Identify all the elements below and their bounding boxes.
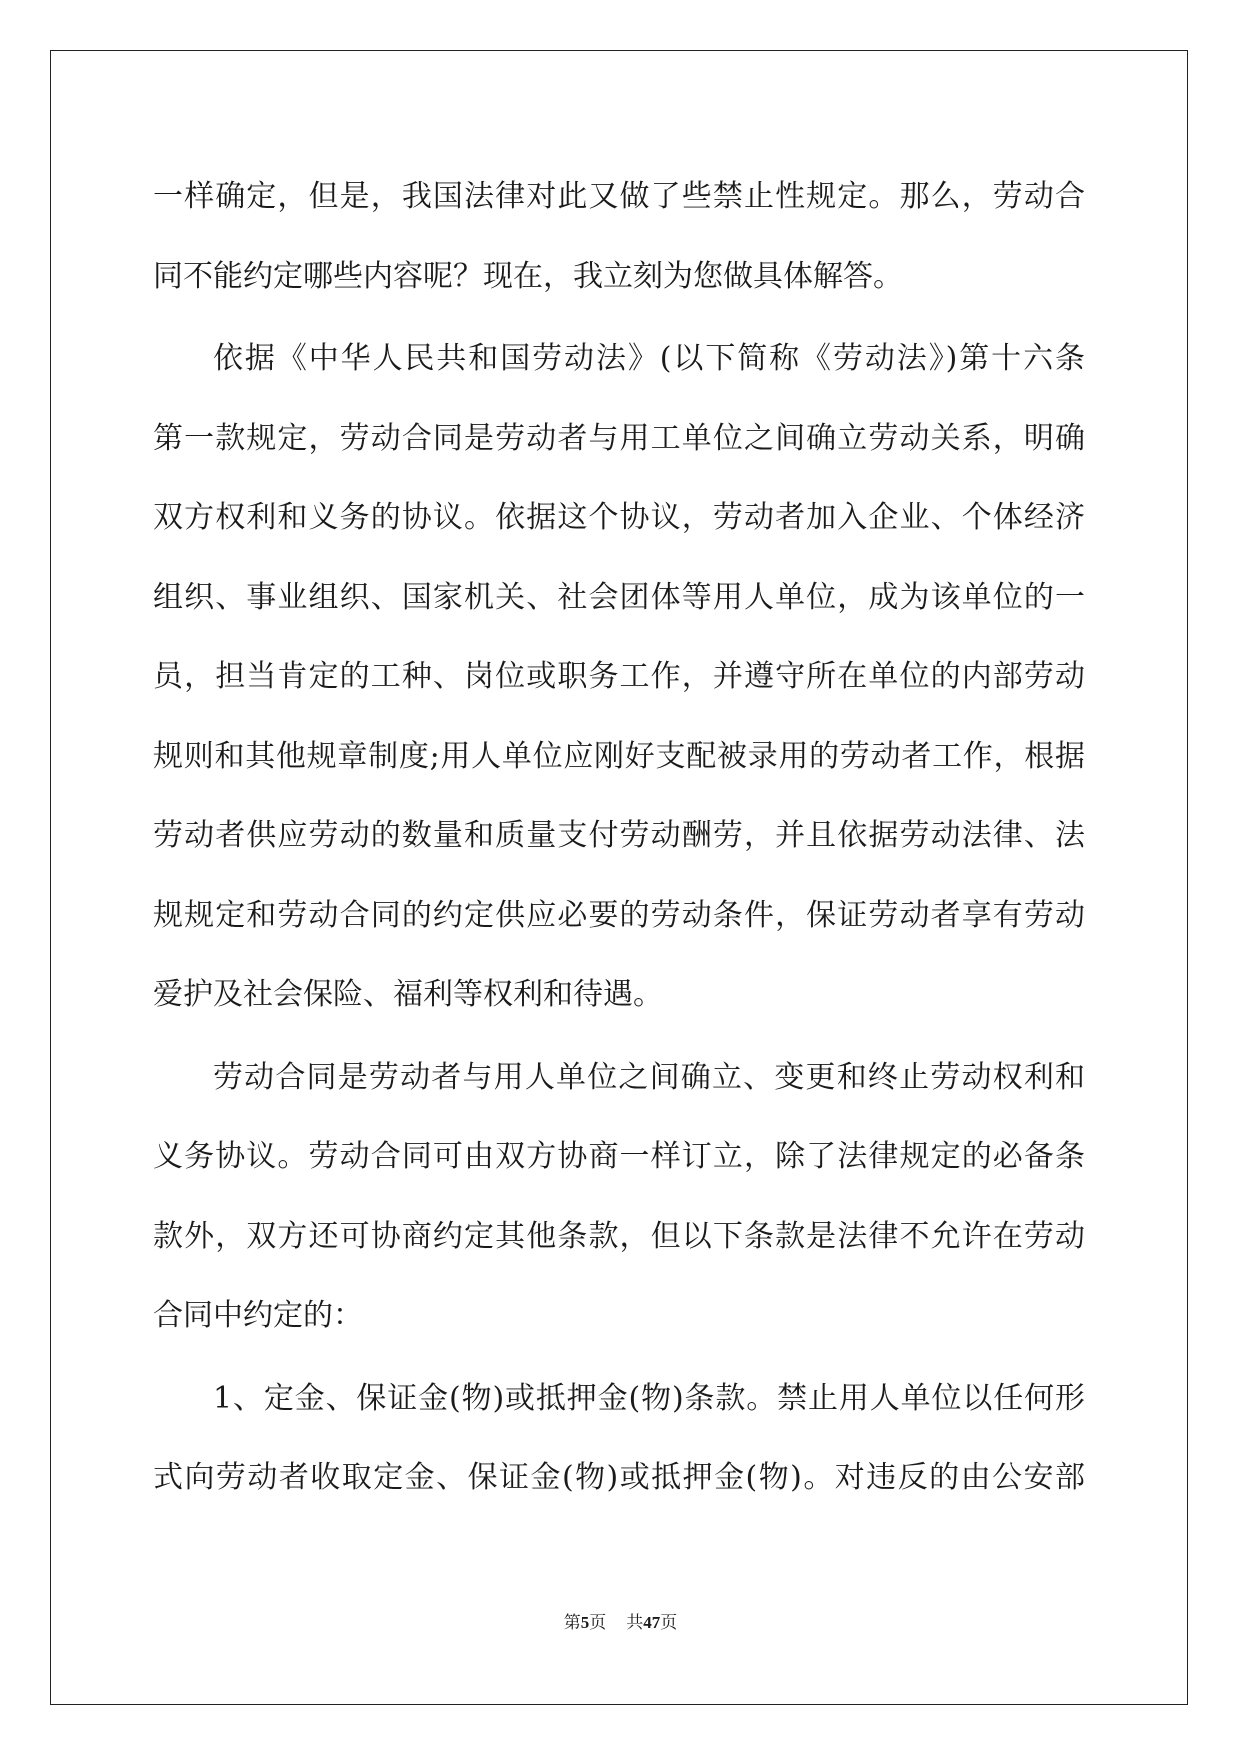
text-line: 组织、事业组织、国家机关、社会团体等用人单位，成为该单位的一 [153, 579, 1085, 615]
paragraph [153, 319, 1085, 1035]
text-line: 同不能约定哪些内容呢？现在，我立刻为您做具体解答。 [153, 258, 903, 294]
text-line: 爱护及社会保险、福利等权利和待遇。 [153, 977, 663, 1012]
page-footer [0, 1608, 1241, 1633]
text-line: 合同中约定的： [153, 1298, 363, 1333]
paragraph [153, 1038, 1085, 1356]
footer-prefix: 第 [563, 1613, 581, 1632]
document-body [153, 157, 1085, 1518]
text-line: 一样确定，但是，我国法律对此又做了些禁止性规定。那么，劳动合 [153, 179, 1085, 214]
text-line: 义务协议。劳动合同可由双方协商一样订立，除了法律规定的必备条 [153, 1139, 1085, 1174]
footer-total-suffix: 页 [660, 1613, 678, 1632]
text-line: 依据《中华人民共和国劳动法》(以下简称《劳动法》)第十六条 [213, 341, 1085, 376]
text-line: 款外，双方还可协商约定其他条款，但以下条款是法律不允许在劳动 [153, 1218, 1085, 1254]
text-line: 1、定金、保证金(物)或抵押金(物)条款。禁止用人单位以任何形 [213, 1380, 1085, 1416]
paragraph [153, 1359, 1085, 1518]
text-line: 双方权利和义务的协议。依据这个协议，劳动者加入企业、个体经济 [153, 500, 1085, 535]
footer-page-suffix: 页 [589, 1613, 607, 1632]
text-line: 员，担当肯定的工种、岗位或职务工作，并遵守所在单位的内部劳动 [153, 659, 1085, 694]
text-line: 规规定和劳动合同的约定供应必要的劳动条件，保证劳动者享有劳动 [153, 897, 1085, 933]
footer-total-prefix: 共 [626, 1613, 644, 1632]
text-line: 劳动合同是劳动者与用人单位之间确立、变更和终止劳动权利和 [213, 1059, 1085, 1095]
text-line: 式向劳动者收取定金、保证金(物)或抵押金(物)。对违反的由公安部 [153, 1460, 1085, 1495]
text-line: 劳动者供应劳动的数量和质量支付劳动酬劳，并且依据劳动法律、法 [153, 818, 1085, 853]
paragraph [153, 157, 1085, 316]
total-page-count: 47 [643, 1613, 661, 1632]
text-line: 第一款规定，劳动合同是劳动者与用工单位之间确立劳动关系，明确 [153, 420, 1085, 456]
current-page-number: 5 [580, 1613, 590, 1632]
text-line: 规则和其他规章制度;用人单位应刚好支配被录用的劳动者工作，根据 [153, 738, 1085, 774]
